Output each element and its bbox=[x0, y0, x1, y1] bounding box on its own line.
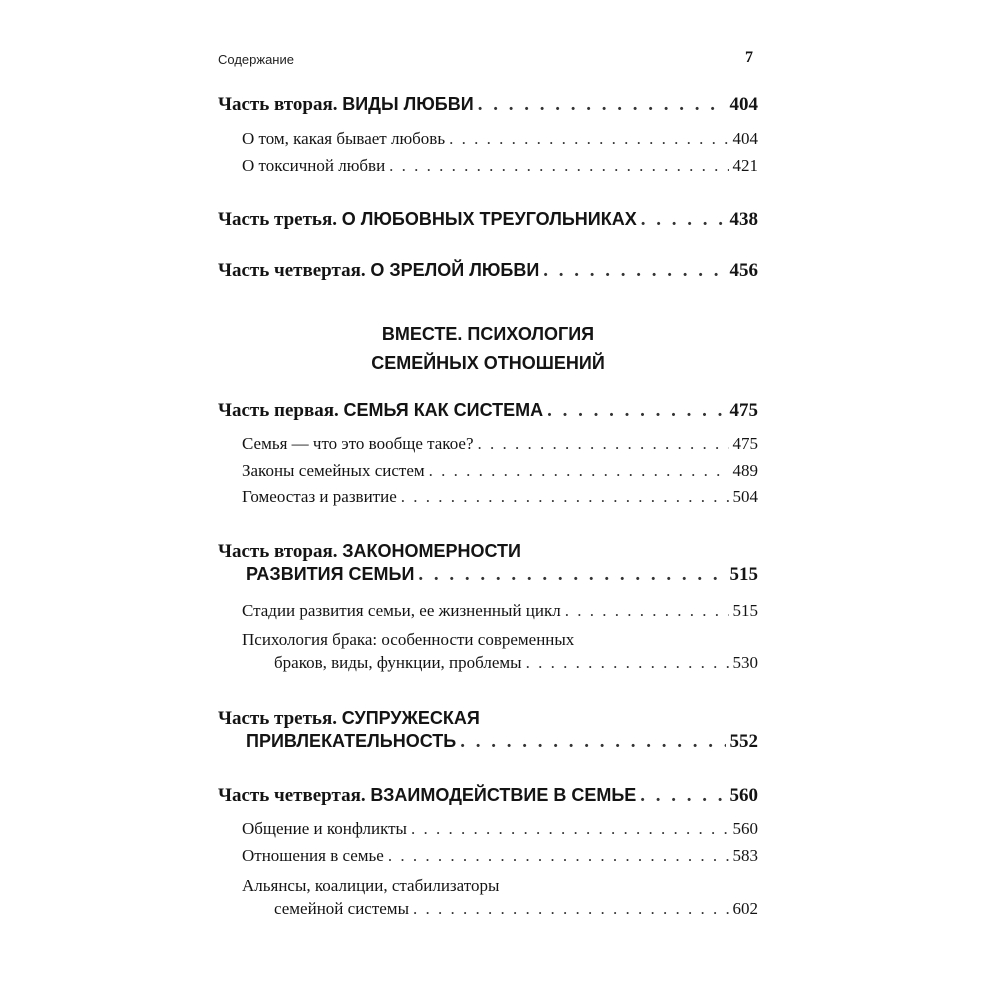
entry-label-line[interactable]: Альянсы, коалиции, стабилизаторы bbox=[242, 876, 500, 895]
part-prefix: Часть третья. bbox=[218, 708, 337, 729]
part-title-continued: РАЗВИТИЯ СЕМЬИ bbox=[246, 564, 415, 584]
page-ref: 475 bbox=[729, 400, 758, 421]
page-ref: 504 bbox=[732, 487, 758, 506]
part-title: ЗАКОНОМЕРНОСТИ bbox=[342, 541, 521, 561]
part-title: О ЗРЕЛОЙ ЛЮБВИ bbox=[370, 260, 540, 280]
dot-leader bbox=[389, 156, 728, 176]
part-title: ВЗАИМОДЕЙСТВИЕ В СЕМЬЕ bbox=[370, 785, 637, 805]
toc-part-entry[interactable] bbox=[218, 785, 758, 815]
toc-part-entry[interactable] bbox=[218, 260, 758, 290]
part-prefix: Часть первая. bbox=[218, 400, 339, 421]
toc-part-heading[interactable] bbox=[218, 541, 521, 563]
toc-part-heading[interactable] bbox=[218, 708, 480, 730]
toc-part-entry[interactable] bbox=[218, 400, 758, 430]
part-prefix: Часть вторая. bbox=[218, 94, 338, 115]
entry-label: Законы семейных систем bbox=[242, 461, 425, 480]
page-ref: 515 bbox=[732, 601, 758, 620]
section-title-line: ВМЕСТЕ. ПСИХОЛОГИЯ bbox=[381, 324, 595, 344]
page-ref: 475 bbox=[732, 434, 758, 453]
dot-leader bbox=[543, 260, 725, 282]
entry-label: Стадии развития семьи, ее жизненный цикл bbox=[242, 601, 561, 620]
part-title: СУПРУЖЕСКАЯ bbox=[341, 708, 480, 728]
part-title: О ЛЮБОВНЫХ ТРЕУГОЛЬНИКАХ bbox=[341, 209, 637, 229]
page-ref: 456 bbox=[729, 260, 758, 281]
dot-leader bbox=[413, 899, 729, 919]
dot-leader bbox=[547, 400, 725, 422]
dot-leader bbox=[526, 653, 729, 673]
entry-label: О том, какая бывает любовь bbox=[242, 129, 446, 148]
entry-label: Отношения в семье bbox=[242, 846, 384, 865]
dot-leader bbox=[449, 129, 728, 149]
toc-part-entry[interactable] bbox=[218, 731, 758, 761]
part-title: СЕМЬЯ КАК СИСТЕМА bbox=[343, 400, 544, 420]
toc-part-entry[interactable] bbox=[218, 209, 758, 239]
page-ref: 421 bbox=[732, 156, 758, 175]
page-ref: 404 bbox=[729, 94, 758, 115]
entry-label-continued: браков, виды, функции, проблемы bbox=[274, 653, 522, 672]
dot-leader bbox=[641, 209, 726, 231]
dot-leader bbox=[429, 461, 729, 481]
page-number: 7 bbox=[745, 49, 753, 66]
entry-label: О токсичной любви bbox=[242, 156, 386, 175]
toc-sub-entry[interactable] bbox=[218, 156, 758, 186]
dot-leader bbox=[460, 731, 725, 753]
toc-sub-entry[interactable] bbox=[218, 653, 758, 683]
running-head: Содержание bbox=[218, 52, 294, 67]
toc-sub-entry[interactable] bbox=[218, 487, 758, 517]
page-ref: 515 bbox=[729, 564, 758, 585]
part-prefix: Часть четвертая. bbox=[218, 785, 366, 806]
entry-label: Общение и конфликты bbox=[242, 819, 407, 838]
part-prefix: Часть четвертая. bbox=[218, 260, 366, 281]
part-prefix: Часть третья. bbox=[218, 209, 337, 230]
page-ref: 583 bbox=[732, 846, 758, 865]
page-ref: 404 bbox=[732, 129, 758, 148]
dot-leader bbox=[640, 785, 725, 807]
dot-leader bbox=[418, 564, 725, 586]
page-ref: 552 bbox=[729, 731, 758, 752]
toc-part-entry[interactable] bbox=[218, 94, 758, 124]
section-title bbox=[218, 320, 758, 378]
toc-sub-entry[interactable] bbox=[218, 601, 758, 631]
dot-leader bbox=[478, 434, 729, 454]
page-ref: 489 bbox=[732, 461, 758, 480]
entry-label: Гомеостаз и развитие bbox=[242, 487, 397, 506]
toc-sub-entry[interactable] bbox=[218, 846, 758, 876]
toc-sub-entry[interactable] bbox=[218, 434, 758, 464]
dot-leader bbox=[401, 487, 729, 507]
dot-leader bbox=[411, 819, 729, 839]
dot-leader bbox=[388, 846, 729, 866]
toc-sub-entry[interactable] bbox=[218, 899, 758, 929]
entry-label-continued: семейной системы bbox=[274, 899, 409, 918]
part-title: ВИДЫ ЛЮБВИ bbox=[342, 94, 474, 114]
section-title-line: СЕМЕЙНЫХ ОТНОШЕНИЙ bbox=[371, 353, 605, 373]
entry-label-line[interactable]: Психология брака: особенности современных bbox=[242, 630, 575, 649]
toc-sub-entry[interactable] bbox=[218, 129, 758, 159]
toc-part-entry[interactable] bbox=[218, 564, 758, 594]
part-prefix: Часть вторая. bbox=[218, 541, 338, 562]
page-ref: 530 bbox=[732, 653, 758, 672]
part-title-continued: ПРИВЛЕКАТЕЛЬНОСТЬ bbox=[246, 731, 457, 751]
toc-sub-entry[interactable] bbox=[218, 819, 758, 849]
dot-leader bbox=[478, 94, 726, 116]
page-ref: 560 bbox=[729, 785, 758, 806]
dot-leader bbox=[565, 601, 729, 621]
entry-label: Семья — что это вообще такое? bbox=[242, 434, 474, 453]
page-ref: 438 bbox=[729, 209, 758, 230]
page-ref: 602 bbox=[732, 899, 758, 918]
page-ref: 560 bbox=[732, 819, 758, 838]
